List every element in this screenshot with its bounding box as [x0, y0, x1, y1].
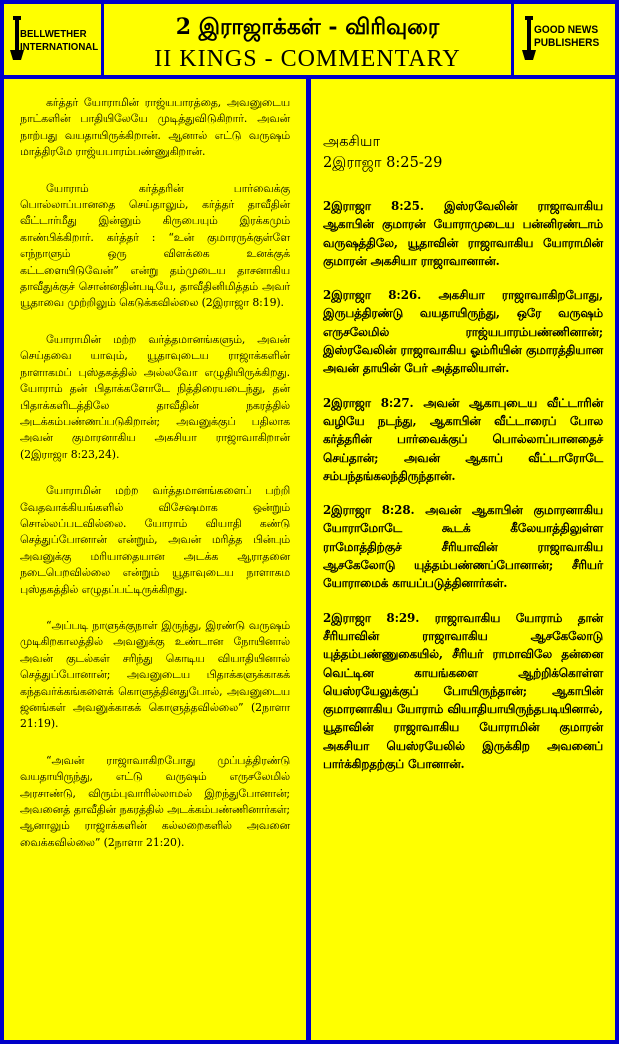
title-tamil: 2 இராஜாக்கள் - விரிவுரை: [175, 14, 440, 40]
section-heading-reference: 2இராஜா 8:25-29: [323, 154, 443, 171]
title-banner: [104, 4, 511, 75]
left-paragraph-4: யோராமின் மற்ற வர்த்தமானங்களைப் பற்றி வேதவாக்கியங்களில் விசேஷமாக ஒன்றும் சொல்லப்படவில்லை. யோராம் வியாதி கண்டு செத்துப்போனான் என்றும், அவன் மரித்த பின்பும் அவனுக்கு மரியாதையான அடக்க ஆராதனை நடைபெறவில்லை என்றும் யூதாவுடைய நாளாகம புஸ்தகத்தில் எழுதப்பட்டிருக்கிறது.: [20, 484, 290, 596]
section-heading-name: அகசியா: [323, 133, 381, 150]
verse-8-25: 2இராஜா 8:25. இஸ்ரவேலின் ராஜாவாகிய ஆகாபின் குமாரன் யோராமுடைய பன்னிரண்டாம் வருஷத்திலே, யூதாவின் ராஜாவாகிய யோராமின் குமாரன் அகசியா ராஜாவானான்.: [323, 199, 603, 268]
verse-8-26: 2இராஜா 8:26. அகசியா ராஜாவாகிறபோது, இருபத்திரண்டு வயதாயிருந்து, ஒரே வருஷம் எருசலேமில் ராஜ்யபாரம்பண்ணினான்; இஸ்ரவேலின் ராஜாவாகிய ஓம்ரியின் குமாரத்தியான அவன் தாயின் பேர் அத்தாலியாள்.: [323, 288, 603, 376]
verse-8-27: 2இராஜா 8:27. அவன் ஆகாபுடைய வீட்டாரின் வழியே நடந்து, ஆகாபின் வீட்டாரைப் போல கர்த்தரின் பார்வைக்குப் பொல்லாப்பானதைச் செய்தான்; அவன் ஆகாப் வீட்டாரோடே சம்பந்தங்கலந்திருந்தான்.: [323, 395, 603, 483]
good-news-logo: [514, 4, 615, 75]
left-paragraph-6: “அவன் ராஜாவாகிறபோது முப்பத்திரண்டு வயதாயிருந்து, எட்டு வருஷம் எருசலேமில் அரசாண்டு, விரும்புவாரில்லாமல் இறந்துபோனான்; அவனைத் தாவீதின் நகரத்தில் அடக்கம்பண்ணினார்கள்; ஆனாலும் ராஜாக்களின் கல்லறைகளில் அவனை வைக்கவில்லை” (2நாளா 21:20).: [20, 753, 290, 849]
verse-8-29: 2இராஜா 8:29. ராஜாவாகிய யோராம் தான் சீரியாவின் ராஜாவாகிய ஆசகேலோடு யுத்தம்பண்ணுகையில், சீரியர் ராமாவிலே தன்னை வெட்டின காயங்களை ஆற்றிக்கொள்ள யெஸ்ரயேலுக்குப் போயிருந்தான்; ஆகாபின் குமாரனாகிய யோராம் வியாதியாயிருந்தபடியினால், யூதாவின் ராஜாவாகிய யோராமின் குமாரன் அகசியா யெஸ்ரயேலில் இருக்கிற அவனைப் பார்க்கிறதற்குப் போனான்.: [323, 610, 603, 772]
left-paragraph-2: யோராம் கர்த்தரின் பார்வைக்கு பொல்லாப்பானதை செய்தாலும், கர்த்தர் தாவீதின் வீட்டார்மீது இன்னும் கிருபையும் இரக்கமும் காண்பிக்கிறார். கர்த்தர் : “உன் குமாரருக்குள்ளே எந்நாளும் ஒரு விளக்கை உனக்குக் கட்டளையிடுவேன்” என்று தம்முடைய தாசனாகிய தாவீதுக்குச் சொன்னதின்படியே, தாவீதினிமித்தம் அவர் யூதாவை முற்றிலும் கெடுக்கவில்லை (2இராஜா 8:19).: [20, 181, 290, 310]
right-scripture-column: [311, 79, 615, 1040]
title-english: II KINGS - COMMENTARY: [154, 46, 461, 72]
left-paragraph-1: கர்த்தர் யோராமின் ராஜ்யபாரத்தை, அவனுடைய நாட்களின் பாதியிலேயே முடித்துவிடுகிறார். அவன் நாற்பது வயதாயிருக்கிறான். ஆனால் எட்டு வருஷம் மாத்திரமே ராஜ்யபாரம்பண்ணுகிறான்.: [20, 96, 290, 159]
logo-right-line-2: PUBLISHERS: [534, 37, 600, 49]
logo-left-line-1: BELLWETHER: [20, 28, 87, 40]
left-paragraph-3: யோராமின் மற்ற வர்த்தமானங்களும், அவன் செய்தவை யாவும், யூதாவுடைய ராஜாக்களின் நாளாகமப் புஸ்தகத்தில் அல்லவோ எழுதியிருக்கிறது. யோராம் தன் பிதாக்களோடே நித்திரையடைந்து, தன் பிதாக்களிடத்திலே தாவீதின் நகரத்தில் அடக்கம்பண்ணப்படுகிறான்; அவனுக்குப் பதிலாக அவன் குமாரனாகிய அகசியா ராஜாவாகிறான் (2இராஜா 8:23,24).: [20, 332, 290, 461]
section-heading: [323, 131, 603, 173]
logo-left-line-2: INTERNATIONAL: [20, 41, 99, 53]
verse-8-28: 2இராஜா 8:28. அவன் ஆகாபின் குமாரனாகிய யோராமோடே கூடக் கீலேயாத்திலுள்ள ராமோத்திற்குச் சீரியாவின் ராஜாவாகிய ஆசகேலோடு யுத்தம்பண்ணப்போனான்; சீரியர் யோராமைக் காயப்படுத்தினார்கள்.: [323, 503, 603, 591]
left-paragraph-5: “அப்படி நாளுக்குநாள் இருந்து, இரண்டு வருஷம் முடிகிறகாலத்தில் அவனுக்கு உண்டான நோயினால் அவன் குடல்கள் சரிந்து கொடிய வியாதியினால் செத்துப்போனான்; அவனுடைய பிதாக்களுக்காகக் கந்தவர்க்கங்களைக் கொளுத்தினதுபோல், அவனுடைய ஜனங்கள் அவனுக்காகக் கொளுத்தவில்லை” (2நாளா 21:19).: [20, 618, 290, 731]
logo-right-line-1: GOOD NEWS: [534, 24, 599, 36]
left-commentary-column: [4, 79, 306, 1040]
bellwether-logo: [4, 4, 101, 75]
